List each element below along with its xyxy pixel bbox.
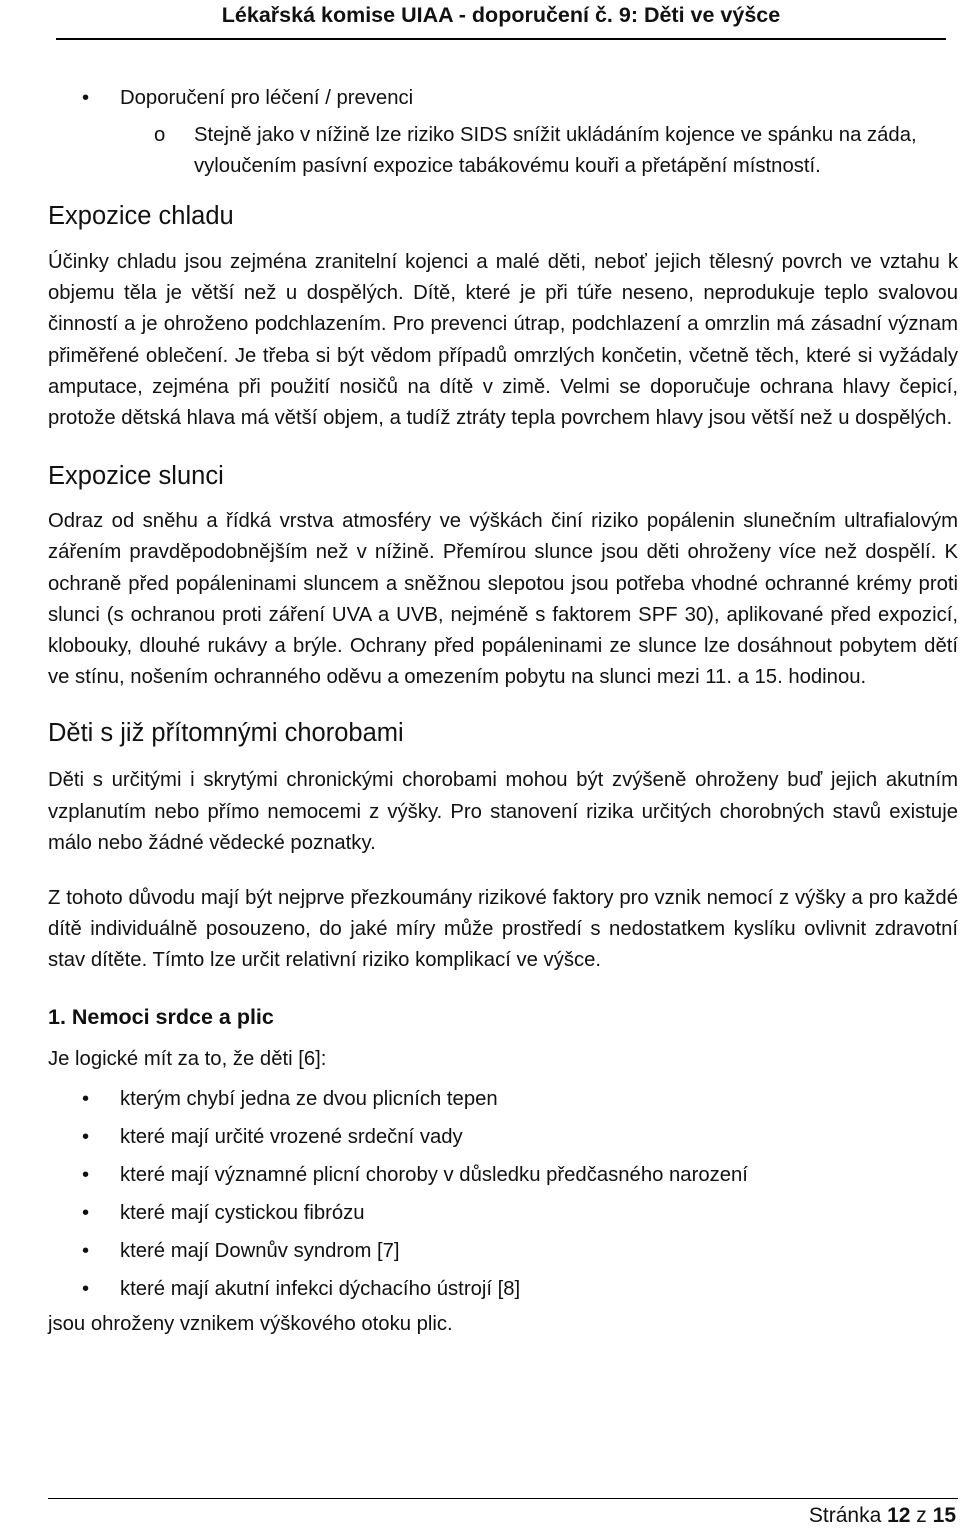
list-item-text: které mají významné plicní choroby v důsledku předčasného narození <box>120 1163 748 1186</box>
heart-lung-closing: jsou ohroženy vznikem výškového otoku plic. <box>48 1312 453 1335</box>
list-item-text: které mají určité vrozené srdeční vady <box>120 1125 463 1148</box>
cold-heading: Expozice chladu <box>48 202 234 230</box>
intro-bullet-item <box>48 82 958 114</box>
heart-lung-list <box>48 1080 958 1308</box>
list-item <box>48 1194 958 1232</box>
list-item-text: které mají akutní infekci dýchacího ústrojí [8] <box>120 1277 521 1300</box>
intro-bullet-text: Doporučení pro léčení / prevenci <box>120 87 414 109</box>
diseases-heading: Děti s již přítomnými chorobami <box>48 719 404 748</box>
list-item <box>48 1080 958 1118</box>
list-item <box>48 1118 958 1156</box>
bullet-icon: • <box>82 1239 90 1262</box>
current-page: 12 <box>887 1504 911 1527</box>
total-pages: 15 <box>932 1504 956 1527</box>
bullet-icon: • <box>82 1201 90 1224</box>
bullet-icon: • <box>82 1277 90 1300</box>
page-of: z <box>916 1504 927 1527</box>
page-number <box>809 1504 956 1528</box>
diseases-paragraph-1: Děti s určitými i skrytými chronickými chorobami mohou být zvýšeně ohroženy buď jejich akutním vzplanutím nebo přímo nemocemi z výšky. Pro stanovení rizika určitých chorobných stavů existuje málo nebo žádné vědecké poznatky. <box>48 769 958 854</box>
heart-lung-intro: Je logické mít za to, že děti [6]: <box>48 1047 327 1070</box>
intro-sub-item <box>48 120 958 182</box>
bullet-icon: • <box>82 1163 90 1186</box>
sun-paragraph: Odraz od sněhu a řídká vrstva atmosféry ve výškách činí riziko popálenin slunečním ultrafialovým zářením pravděpodobnějším než v nížině. Přemírou slunce jsou děti ohroženy více než dospělí. K ochraně před popáleninami sluncem a sněžnou slepotou jsou potřeba vhodné ochranné krémy proti slunci (s ochranou proti záření UVA a UVB, nejméně s faktorem SPF 30), aplikované před expozicí, klobouky, dlouhé rukávy a brýle. Ochrany před popáleninami ze slunce lze dosáhnout pobytem dětí ve stínu, nošením ochranného oděvu a omezením pobytu na slunci mezi 11. a 15. hodinou. <box>48 510 958 689</box>
document-body <box>48 82 958 1340</box>
page-header <box>56 0 946 40</box>
list-item <box>48 1270 958 1308</box>
header-title: Lékařská komise UIAA - doporučení č. 9: Děti ve výšce <box>221 3 781 27</box>
bullet-icon: • <box>82 1125 90 1148</box>
intro-sub-text: Stejně jako v nížině lze riziko SIDS snížit ukládáním kojence ve spánku na záda, vyloučením pasívní expozice tabákovému kouři a přetápění místností. <box>194 124 917 177</box>
page-label: Stránka <box>808 1504 882 1527</box>
list-item <box>48 1232 958 1270</box>
bullet-icon: • <box>82 1087 90 1110</box>
bullet-icon: • <box>82 87 90 109</box>
diseases-paragraph-2: Z tohoto důvodu mají být nejprve přezkoumány rizikové faktory pro vznik nemocí z výšky a pro každé dítě individuálně posouzeno, do jaké míry může prostředí s nedostatkem kyslíku ovlivnit zdravotní stav dítěte. Tímto lze určit relativní riziko komplikací ve výšce. <box>48 887 958 972</box>
circle-bullet-icon: o <box>154 124 166 146</box>
list-item-text: které mají cystickou fibrózu <box>120 1201 365 1224</box>
list-item-text: kterým chybí jedna ze dvou plicních tepen <box>120 1087 498 1110</box>
cold-paragraph: Účinky chladu jsou zejména zranitelní kojenci a malé děti, neboť jejich tělesný povrch ve vztahu k objemu těla je větší než u dospělých. Dítě, které je při túře neseno, neprodukuje teplo svalovou činností a je ohroženo podchlazením. Pro prevenci útrap, podchlazení a omrzlin má zásadní význam přiměřené oblečení. Je třeba si být vědom případů omrzlých končetin, včetně těch, které si vyžádaly amputace, zejména při použití nosičů na dítě v zimě. Velmi se doporučuje ochrana hlavy čepicí, protože dětská hlava má větší objem, a tudíž ztráty tepla povrchem hlavy jsou větší než u dospělých. <box>48 251 958 430</box>
page-footer <box>48 1498 958 1527</box>
sun-heading: Expozice slunci <box>48 462 224 491</box>
list-item <box>48 1156 958 1194</box>
heart-lung-heading: 1. Nemoci srdce a plic <box>48 1004 274 1029</box>
list-item-text: které mají Downův syndrom [7] <box>120 1239 400 1262</box>
